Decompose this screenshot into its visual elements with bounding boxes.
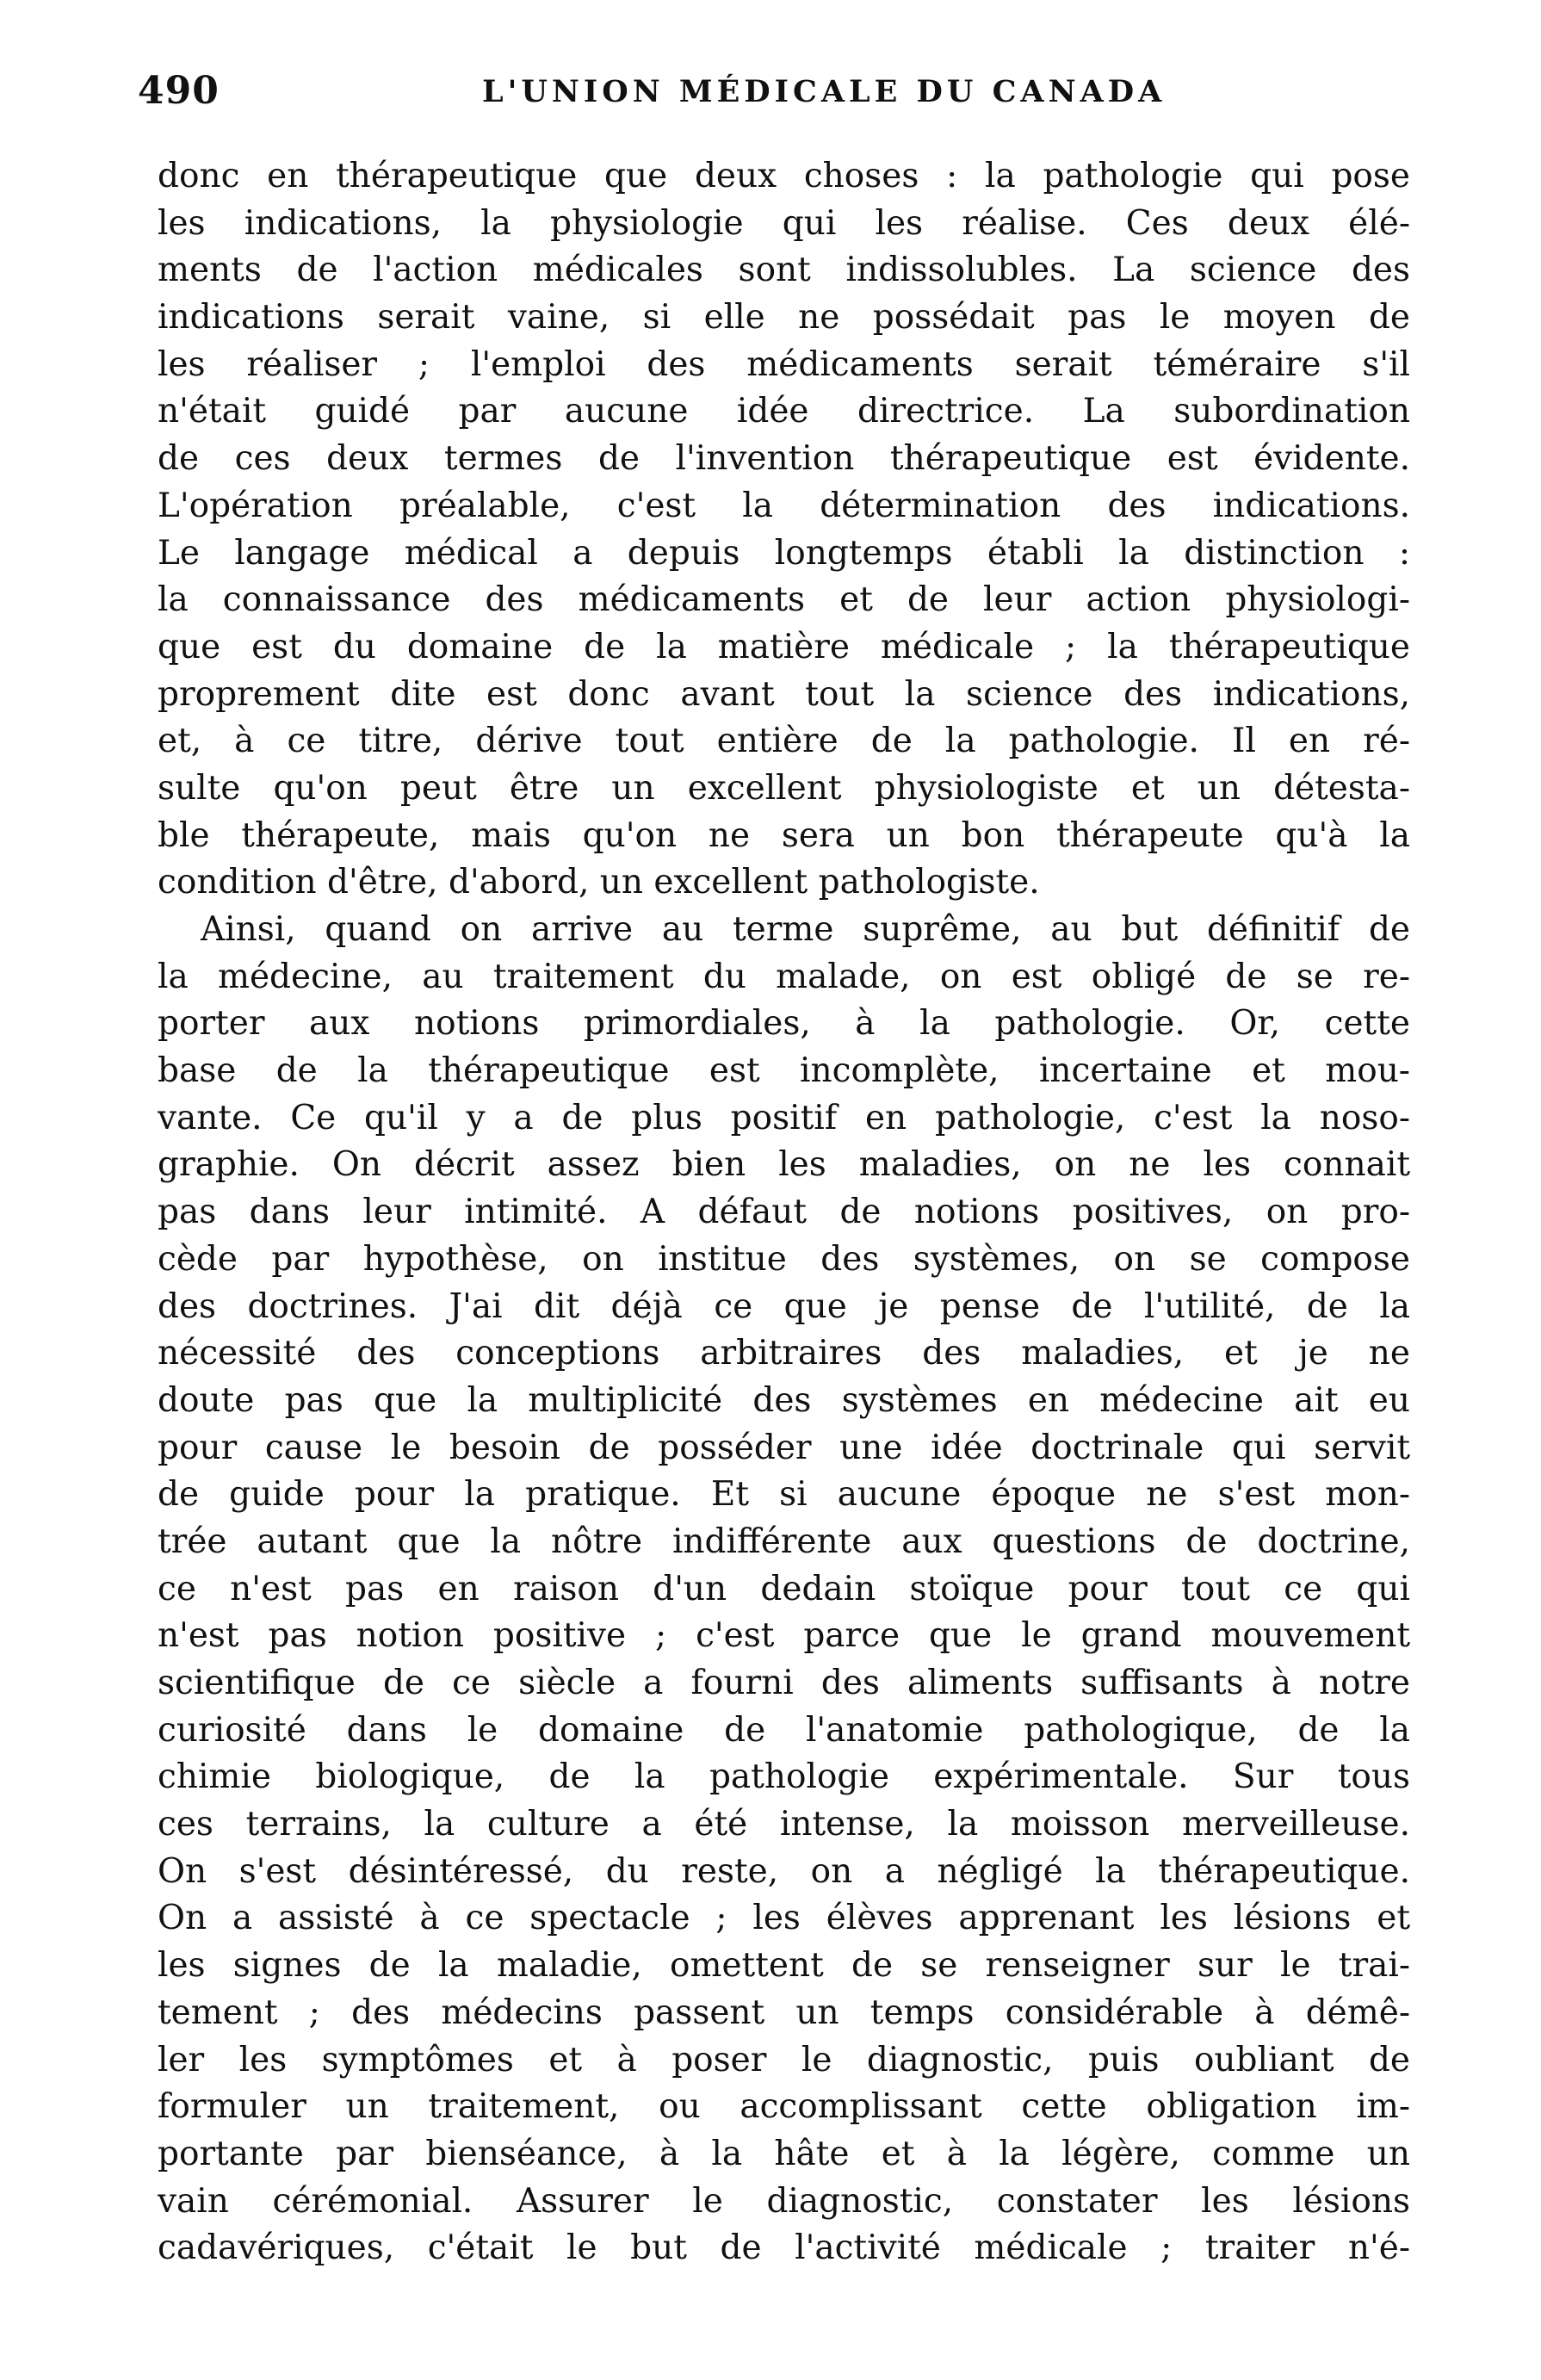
text-line: On a assisté à ce spectacle ; les élèves apprenant les lésions et bbox=[158, 1899, 1410, 1938]
text-line: On s'est désintéressé, du reste, on a négligé la thérapeutique. bbox=[158, 1851, 1410, 1891]
text-line: vante. Ce qu'il y a de plus positif en pathologie, c'est la noso- bbox=[158, 1098, 1410, 1137]
text-line: tement ; des médecins passent un temps considérable à démê- bbox=[158, 1993, 1410, 2032]
text-line: cède par hypothèse, on institue des systèmes, on se compose bbox=[158, 1239, 1410, 1279]
text-line: graphie. On décrit assez bien les maladies, on ne les connait bbox=[158, 1145, 1410, 1185]
body-text bbox=[158, 153, 1410, 2272]
text-line: Ainsi, quand on arrive au terme suprême, au but définitif de bbox=[201, 910, 1410, 949]
text-line: de ces deux termes de l'invention thérapeutique est évidente. bbox=[158, 439, 1410, 479]
text-line: les signes de la maladie, omettent de se renseigner sur le trai- bbox=[158, 1946, 1410, 1986]
text-line: la médecine, au traitement du malade, on est obligé de se re- bbox=[158, 957, 1410, 996]
text-line: doute pas que la multiplicité des systèmes en médecine ait eu bbox=[158, 1380, 1410, 1420]
page-number: 490 bbox=[138, 69, 220, 113]
text-line: indications serait vaine, si elle ne possédait pas le moyen de bbox=[158, 298, 1410, 338]
text-line: vain cérémonial. Assurer le diagnostic, constater les lésions bbox=[158, 2181, 1410, 2221]
text-line: et, à ce titre, dérive tout entière de la pathologie. Il en ré- bbox=[158, 722, 1410, 761]
text-line: pas dans leur intimité. A défaut de notions positives, on pro- bbox=[158, 1193, 1410, 1232]
text-line: trée autant que la nôtre indifférente aux questions de doctrine, bbox=[158, 1522, 1410, 1561]
page-header bbox=[0, 69, 1541, 121]
text-line: curiosité dans le domaine de l'anatomie pathologique, de la bbox=[158, 1710, 1410, 1750]
text-line: ce n'est pas en raison d'un dedain stoïque pour tout ce qui bbox=[158, 1569, 1410, 1608]
text-line: proprement dite est donc avant tout la science des indications, bbox=[158, 674, 1410, 714]
text-line: porter aux notions primordiales, à la pathologie. Or, cette bbox=[158, 1004, 1410, 1044]
text-line: pour cause le besoin de posséder une idée doctrinale qui servit bbox=[158, 1428, 1410, 1467]
text-line: chimie biologique, de la pathologie expérimentale. Sur tous bbox=[158, 1757, 1410, 1797]
text-line: cadavériques, c'était le but de l'activité médicale ; traiter n'é- bbox=[158, 2228, 1410, 2268]
text-line: nécessité des conceptions arbitraires des maladies, et je ne bbox=[158, 1334, 1410, 1373]
text-line: n'était guidé par aucune idée directrice. La subordination bbox=[158, 392, 1410, 431]
running-title: L'UNION MÉDICALE DU CANADA bbox=[482, 74, 1167, 109]
text-line: ments de l'action médicales sont indissolubles. La science des bbox=[158, 251, 1410, 290]
text-line: base de la thérapeutique est incomplète, incertaine et mou- bbox=[158, 1051, 1410, 1091]
text-line: les réaliser ; l'emploi des médicaments serait téméraire s'il bbox=[158, 344, 1410, 384]
text-line: L'opération préalable, c'est la détermination des indications. bbox=[158, 486, 1410, 525]
text-line: portante par bienséance, à la hâte et à la légère, comme un bbox=[158, 2134, 1410, 2173]
text-line: des doctrines. J'ai dit déjà ce que je pense de l'utilité, de la bbox=[158, 1286, 1410, 1326]
text-line: formuler un traitement, ou accomplissant cette obligation im- bbox=[158, 2087, 1410, 2127]
text-line: ces terrains, la culture a été intense, la moisson merveilleuse. bbox=[158, 1805, 1410, 1844]
text-line: la connaissance des médicaments et de leur action physiologi- bbox=[158, 580, 1410, 620]
text-line: donc en thérapeutique que deux choses : la pathologie qui pose bbox=[158, 157, 1410, 195]
text-line: de guide pour la pratique. Et si aucune époque ne s'est mon- bbox=[158, 1475, 1410, 1515]
text-line: Le langage médical a depuis longtemps établi la distinction : bbox=[158, 533, 1410, 573]
text-line: ler les symptômes et à poser le diagnostic, puis oubliant de bbox=[158, 2040, 1410, 2079]
text-line: sulte qu'on peut être un excellent physiologiste et un détesta- bbox=[158, 768, 1410, 808]
text-line: condition d'être, d'abord, un excellent pathologiste. bbox=[158, 863, 1040, 902]
text-line: que est du domaine de la matière médicale ; la thérapeutique bbox=[158, 627, 1410, 666]
text-line: les indications, la physiologie qui les réalise. Ces deux élé- bbox=[158, 203, 1410, 243]
text-line: ble thérapeute, mais qu'on ne sera un bon thérapeute qu'à la bbox=[158, 815, 1410, 855]
text-line: n'est pas notion positive ; c'est parce que le grand mouvement bbox=[158, 1616, 1410, 1656]
text-line: scientifique de ce siècle a fourni des aliments suffisants à notre bbox=[158, 1664, 1410, 1702]
